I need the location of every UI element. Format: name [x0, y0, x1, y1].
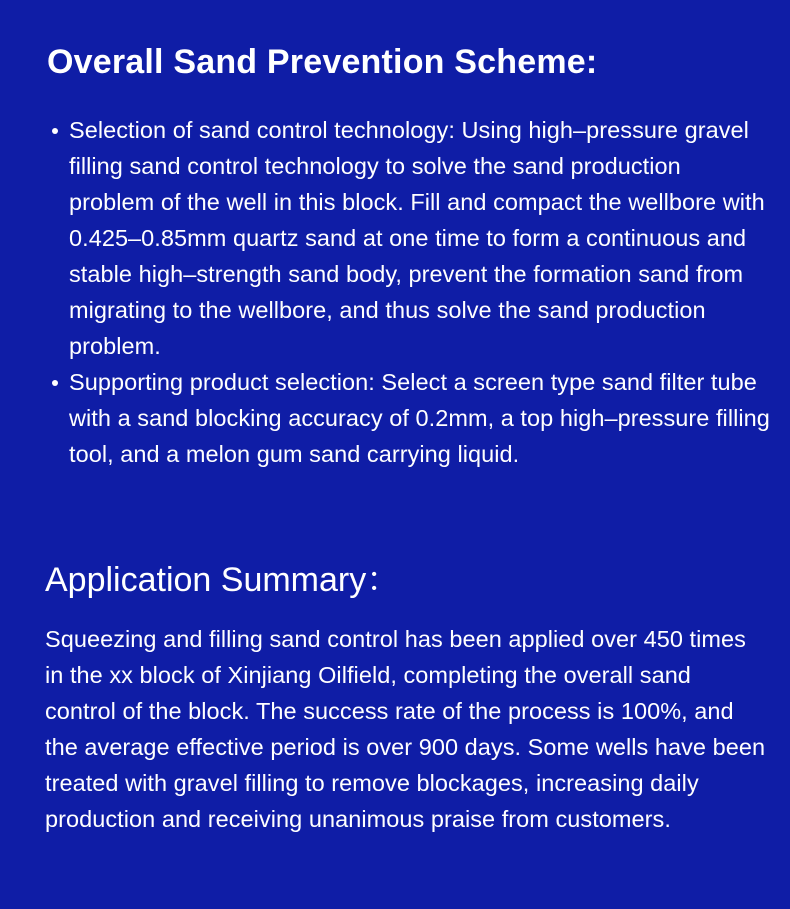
list-item-text: Supporting product selection: Select a screen type sand filter tube with a sand blocking accuracy of 0.2mm, a top high–pressure filling tool, and a melon gum sand carrying liquid. [69, 369, 770, 467]
application-summary-paragraph: Squeezing and filling sand control has been applied over 450 times in the xx block of Xinjiang Oilfield, completing the overall sand control of the block. The success rate of the process is 100%, and the average effective period is over 900 days. Some wells have been treated with gravel filling to remove blockages, increasing daily production and receiving unanimous praise from customers. [45, 626, 766, 832]
bullet-dot-icon [52, 380, 58, 386]
list-item [47, 364, 772, 472]
list-item [47, 112, 772, 364]
page-title: Overall Sand Prevention Scheme: [47, 43, 598, 81]
section-heading-application-summary: Application Summary： [45, 561, 401, 599]
bullet-dot-icon [52, 128, 58, 134]
list-item-text: Selection of sand control technology: Using high–pressure gravel filling sand control technology to solve the sand production problem of the well in this block. Fill and compact the wellbore with 0.425–0.85mm quartz sand at one time to form a continuous and stable high–strength sand body, prevent the formation sand from migrating to the wellbore, and thus solve the sand production problem. [69, 117, 765, 359]
scheme-bullet-list [47, 112, 772, 472]
